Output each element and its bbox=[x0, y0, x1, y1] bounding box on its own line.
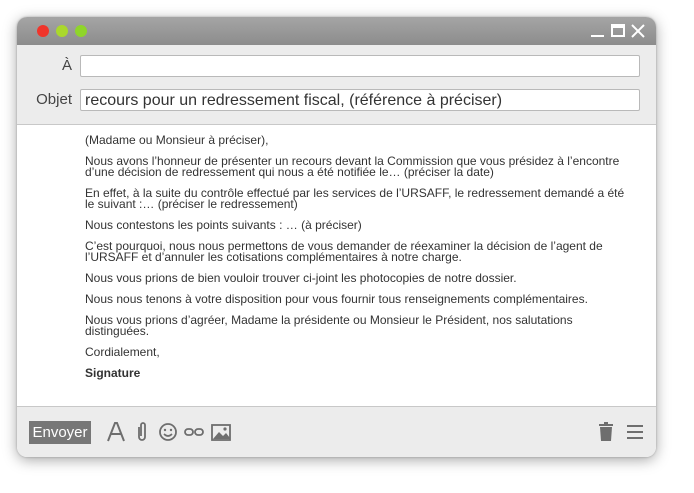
minimize-dot[interactable] bbox=[56, 25, 68, 37]
body-paragraph: Nous contestons les points suivants : … (à préciser) bbox=[85, 218, 362, 232]
title-bar bbox=[17, 17, 656, 45]
trash-icon[interactable] bbox=[595, 420, 617, 444]
to-field[interactable] bbox=[80, 55, 640, 77]
send-button[interactable]: Envoyer bbox=[29, 421, 91, 444]
compose-header bbox=[17, 45, 656, 125]
close-dot[interactable] bbox=[37, 25, 49, 37]
message-body[interactable] bbox=[85, 135, 635, 389]
subject-field[interactable]: recours pour un redressement fiscal, (référence à préciser) bbox=[80, 89, 640, 111]
maximize-icon[interactable] bbox=[609, 21, 627, 41]
signature: Signature bbox=[85, 366, 141, 380]
body-paragraph: Nous nous tenons à votre disposition pour vous fournir tous renseignements complémentaires. bbox=[85, 292, 588, 306]
image-icon[interactable] bbox=[210, 420, 232, 444]
mail-compose-window bbox=[17, 17, 656, 457]
body-paragraph: Nous vous prions d’agréer, Madame la présidente ou Monsieur le Président, nos salutations distinguées. bbox=[85, 313, 573, 338]
subject-label: Objet bbox=[36, 91, 72, 108]
compose-toolbar bbox=[17, 406, 656, 457]
body-paragraph: Cordialement, bbox=[85, 345, 160, 359]
format-text-icon[interactable] bbox=[105, 420, 127, 444]
body-paragraph: En effet, à la suite du contrôle effectué par les services de l’URSAFF, le redressement demandé a été le suivant :… (préciser le redressement) bbox=[85, 186, 625, 211]
body-paragraph: Nous avons l’honneur de présenter un recours devant la Commission que vous présidez à l’encontre d’une décision de redressement qui nous a été notifiée le… (préciser la date) bbox=[85, 154, 620, 179]
body-paragraph: (Madame ou Monsieur à préciser), bbox=[85, 133, 269, 147]
attachment-icon[interactable] bbox=[131, 420, 153, 444]
zoom-dot[interactable] bbox=[75, 25, 87, 37]
menu-icon[interactable] bbox=[624, 420, 646, 444]
close-icon[interactable] bbox=[629, 21, 647, 41]
body-paragraph: Nous vous prions de bien vouloir trouver ci-joint les photocopies de notre dossier. bbox=[85, 271, 517, 285]
emoji-icon[interactable] bbox=[157, 420, 179, 444]
to-label: À bbox=[61, 57, 72, 74]
link-icon[interactable] bbox=[183, 420, 205, 444]
body-paragraph: C’est pourquoi, nous nous permettons de vous demander de réexaminer la décision de l’agent de l’URSAFF et d’annuler les cotisations complémentaires à notre charge. bbox=[85, 239, 603, 264]
minimize-icon[interactable] bbox=[589, 21, 607, 41]
